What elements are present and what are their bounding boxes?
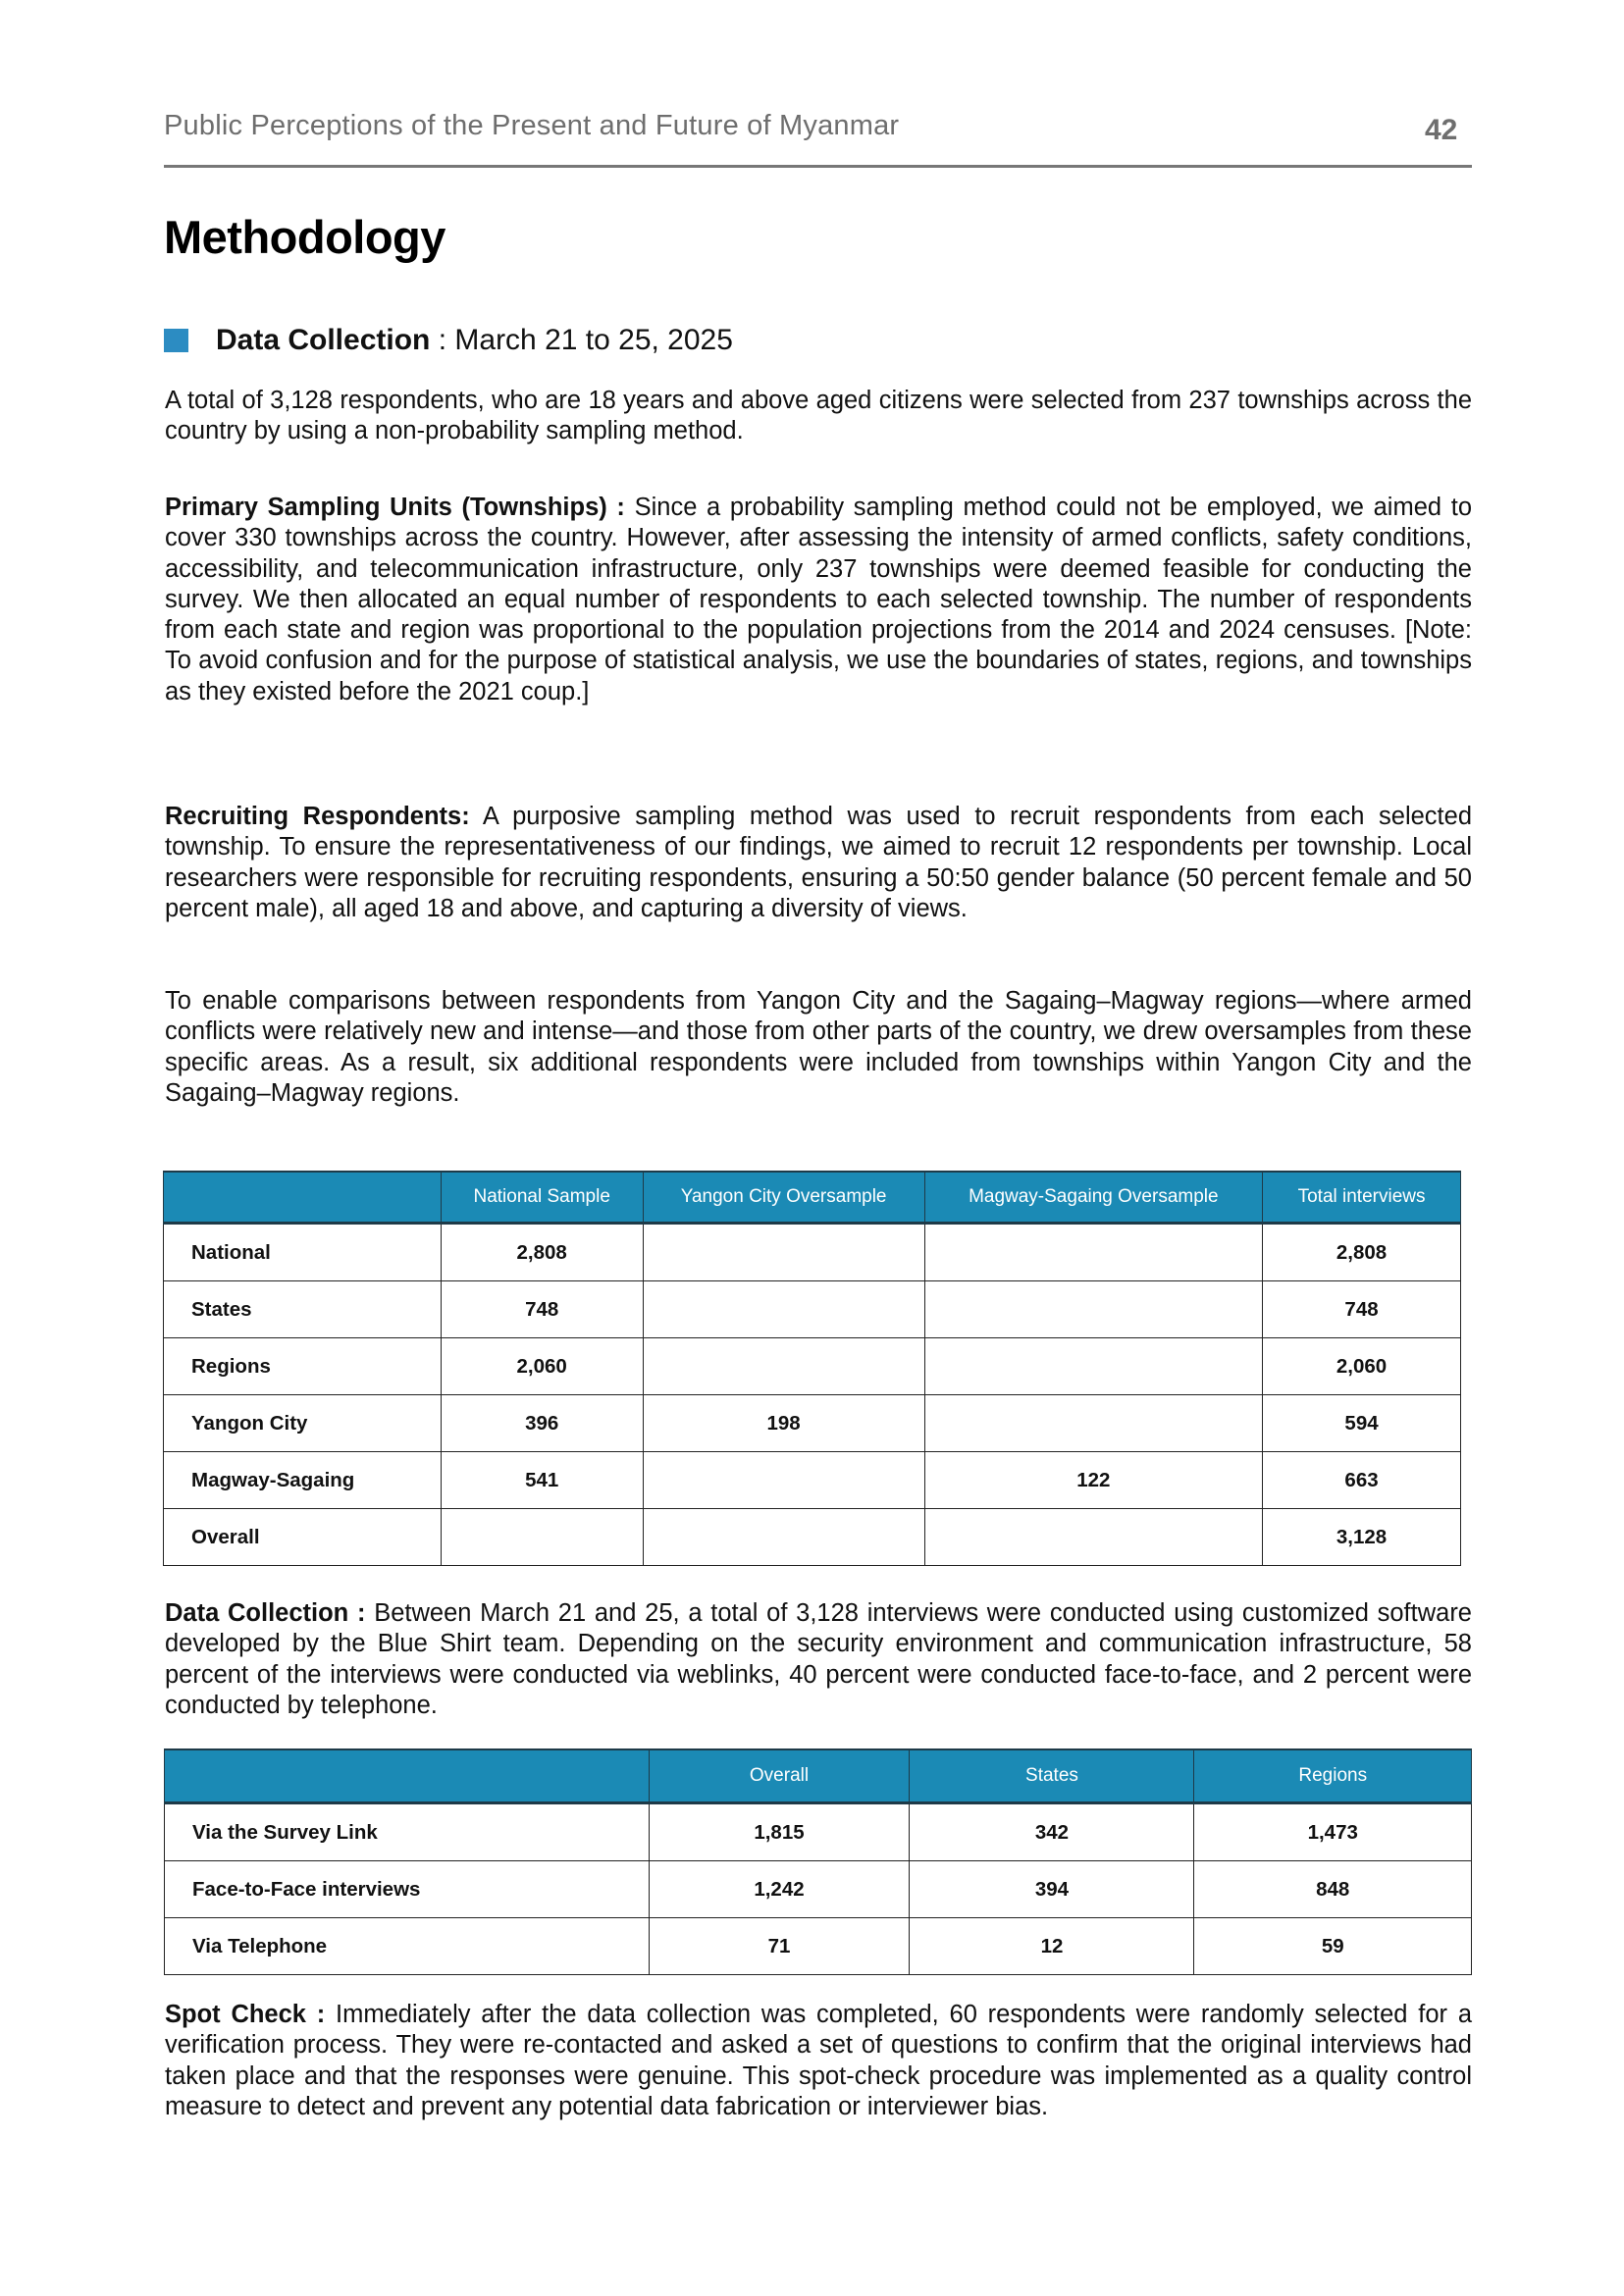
square-bullet-icon — [164, 329, 188, 352]
table-header-cell: Yangon City Oversample — [643, 1172, 924, 1224]
table-cell — [924, 1338, 1263, 1395]
table-cell: 122 — [924, 1452, 1263, 1509]
table-row — [164, 1509, 1461, 1566]
table-row — [165, 1918, 1472, 1975]
sample-allocation-table — [163, 1171, 1461, 1566]
row-label: Yangon City — [164, 1395, 442, 1452]
subheading-separator: : — [430, 324, 455, 356]
section-title: Methodology — [164, 211, 445, 263]
recruiting-text: A purposive sampling method was used to recruit respondents from each selected township. To ensure the representativeness of our findings, we aimed to recruit 12 respondents per township. Local researchers were responsible for recruiting respondents, ensuring a 50:50 gender balance (50 percent female and 50 percent male), all aged 18 and above, and capturing a diversity of views. — [165, 803, 1473, 922]
table-row — [164, 1224, 1461, 1281]
table-cell: 12 — [910, 1918, 1194, 1975]
table-cell: 748 — [1263, 1281, 1461, 1338]
table-header-cell — [164, 1172, 442, 1224]
table-cell — [924, 1224, 1263, 1281]
row-label: Via the Survey Link — [165, 1803, 650, 1861]
row-label: Via Telephone — [165, 1918, 650, 1975]
table-header-cell: Regions — [1194, 1749, 1472, 1803]
table-cell — [643, 1338, 924, 1395]
table-cell: 394 — [910, 1861, 1194, 1918]
table-row — [164, 1452, 1461, 1509]
table-row — [164, 1395, 1461, 1452]
row-label: Face-to-Face interviews — [165, 1861, 650, 1918]
table-cell — [441, 1509, 643, 1566]
interview-mode-table — [164, 1748, 1472, 1975]
table-cell: 2,060 — [1263, 1338, 1461, 1395]
table-header-row — [165, 1749, 1472, 1803]
data-collection-subheading — [164, 323, 733, 358]
row-label: National — [164, 1224, 442, 1281]
table-header-cell: Total interviews — [1263, 1172, 1461, 1224]
table-cell — [643, 1509, 924, 1566]
table-cell: 541 — [441, 1452, 643, 1509]
subheading-value: March 21 to 25, 2025 — [454, 324, 733, 356]
table-header-row — [164, 1172, 1461, 1224]
table-header-cell: Magway-Sagaing Oversample — [924, 1172, 1263, 1224]
table-cell: 342 — [910, 1803, 1194, 1861]
running-header-title: Public Perceptions of the Present and Future of Myanmar — [164, 110, 900, 141]
spot-check-paragraph — [165, 2000, 1472, 2122]
header-divider — [164, 165, 1472, 168]
table-cell — [924, 1509, 1263, 1566]
spot-check-label: Spot Check : — [165, 2001, 326, 2028]
table-cell: 59 — [1194, 1918, 1472, 1975]
spot-check-text: Immediately after the data collection was completed, 60 respondents were randomly selected for a verification process. They were re-contacted and asked a set of questions to confirm that the original interviews had taken place and that the responses were genuine. This spot-check procedure was implemented as a quality control measure to detect and prevent any potential data fabrication or interviewer bias. — [165, 2001, 1473, 2120]
table-cell: 748 — [441, 1281, 643, 1338]
table-cell — [643, 1452, 924, 1509]
table-cell: 2,808 — [1263, 1224, 1461, 1281]
page-number: 42 — [1425, 114, 1458, 146]
row-label: Magway-Sagaing — [164, 1452, 442, 1509]
table-cell: 3,128 — [1263, 1509, 1461, 1566]
table-cell: 1,815 — [649, 1803, 910, 1861]
row-label: States — [164, 1281, 442, 1338]
table-row — [165, 1803, 1472, 1861]
table-cell: 663 — [1263, 1452, 1461, 1509]
recruiting-label: Recruiting Respondents: — [165, 803, 470, 830]
data-collection-text: Between March 21 and 25, a total of 3,128 interviews were conducted using customized software developed by the Blue Shirt team. Depending on the security environment and communication infrastructure, 58 percent of the interviews were conducted via weblinks, 40 percent were conducted face-to-face, and 2 percent were conducted by telephone. — [165, 1599, 1472, 1719]
data-collection-label: Data Collection : — [165, 1599, 366, 1627]
table-cell: 594 — [1263, 1395, 1461, 1452]
psu-paragraph — [165, 493, 1472, 707]
table-cell: 396 — [441, 1395, 643, 1452]
table-cell: 198 — [643, 1395, 924, 1452]
subheading-label: Data Collection — [216, 324, 431, 356]
intro-paragraph: A total of 3,128 respondents, who are 18 years and above aged citizens were selected from 237 townships across the country by using a non-probability sampling method. — [165, 387, 1472, 445]
table-row — [164, 1338, 1461, 1395]
table-row — [164, 1281, 1461, 1338]
table-header-cell — [165, 1749, 650, 1803]
table-cell: 1,242 — [649, 1861, 910, 1918]
psu-label: Primary Sampling Units (Townships) : — [165, 494, 625, 521]
table-cell — [643, 1224, 924, 1281]
row-label: Regions — [164, 1338, 442, 1395]
oversample-paragraph: To enable comparisons between respondents from Yangon City and the Sagaing–Magway regions—where armed conflicts were relatively new and intense—and those from other parts of the country, we drew oversamples from these specific areas. As a result, six additional respondents were included from townships within Yangon City and the Sagaing–Magway regions. — [165, 987, 1472, 1107]
data-collection-paragraph — [165, 1598, 1472, 1721]
recruiting-paragraph — [165, 802, 1472, 924]
table-cell — [924, 1281, 1263, 1338]
table-cell: 2,808 — [441, 1224, 643, 1281]
table-header-cell: National Sample — [441, 1172, 643, 1224]
table-header-cell: Overall — [649, 1749, 910, 1803]
table-cell: 71 — [649, 1918, 910, 1975]
psu-text: Since a probability sampling method could not be employed, we aimed to cover 330 townships across the country. However, after assessing the intensity of armed conflicts, safety conditions, accessibility, and telecommunication infrastructure, only 237 townships were deemed feasible for conducting the survey. We then allocated an equal number of respondents to each selected township. The number of respondents from each state and region was proportional to the population projections from the 2014 and 2024 censuses. [Note: To avoid confusion and for the purpose of statistical analysis, we use the boundaries of states, regions, and townships as they existed before the 2021 coup.] — [165, 494, 1473, 705]
table-row — [165, 1861, 1472, 1918]
table-cell: 1,473 — [1194, 1803, 1472, 1861]
table-cell — [924, 1395, 1263, 1452]
table-cell: 2,060 — [441, 1338, 643, 1395]
row-label: Overall — [164, 1509, 442, 1566]
table-cell: 848 — [1194, 1861, 1472, 1918]
table-header-cell: States — [910, 1749, 1194, 1803]
table-cell — [643, 1281, 924, 1338]
